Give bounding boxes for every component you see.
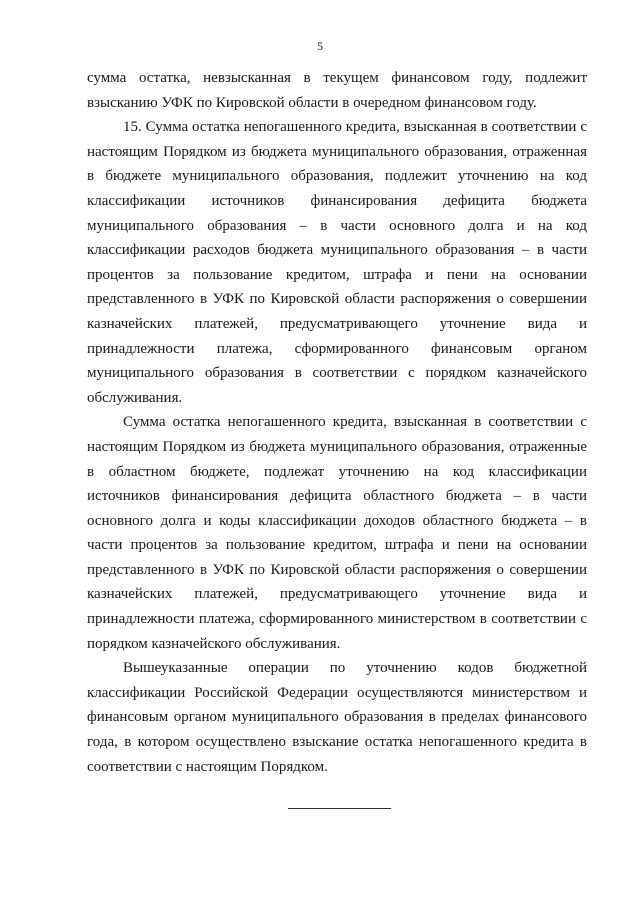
page-number: 5 [317,39,323,53]
paragraph-operations: Вышеуказанные операции по уточнению кодов бюджетной классификации Российской Федерации осуществляются министерством и финансовым органом муниципального образования в пределах финансового года, в котором осуществлено взыскание остатка непогашенного кредита в соответствии с настоящим Порядком. [87,660,587,775]
paragraph-item-15: 15. Сумма остатка непогашенного кредита, взысканная в соответствии с настоящим Порядком из бюджета муниципального образования, отраженная в бюджете муниципального образования, подлежит уточнению на код классификации источников финансирования дефицита бюджета муниципального образования – в части основного долга и на код классификации расходов бюджета муниципального образования – в части процентов за пользование кредитом, штрафа и пени на основании представленного в УФК по Кировской области распоряжения о совершении казначейских платежей, предусматривающего уточнение вида и принадлежности платежа, сформированного финансовым органом муниципального образования в соответствии с порядком казначейского обслуживания. [87,119,587,406]
paragraph-continuation: сумма остатка, невзысканная в текущем финансовом году, подлежит взысканию УФК по Кировской области в очередном финансовом году. [87,70,587,111]
document-body [87,66,587,779]
end-separator-line [288,808,391,809]
paragraph-regional-budget: Сумма остатка непогашенного кредита, взысканная в соответствии с настоящим Порядком из бюджета муниципального образования, отраженные в областном бюджете, подлежат уточнению на код классификации источников финансирования дефицита областного бюджета – в части основного долга и коды классификации доходов областного бюджета – в части процентов за пользование кредитом, штрафа и пени на основании представленного в УФК по Кировской области распоряжения о совершении казначейских платежей, предусматривающего уточнение вида и принадлежности платежа, сформированного министерством в соответствии с порядком казначейского обслуживания. [87,414,587,652]
